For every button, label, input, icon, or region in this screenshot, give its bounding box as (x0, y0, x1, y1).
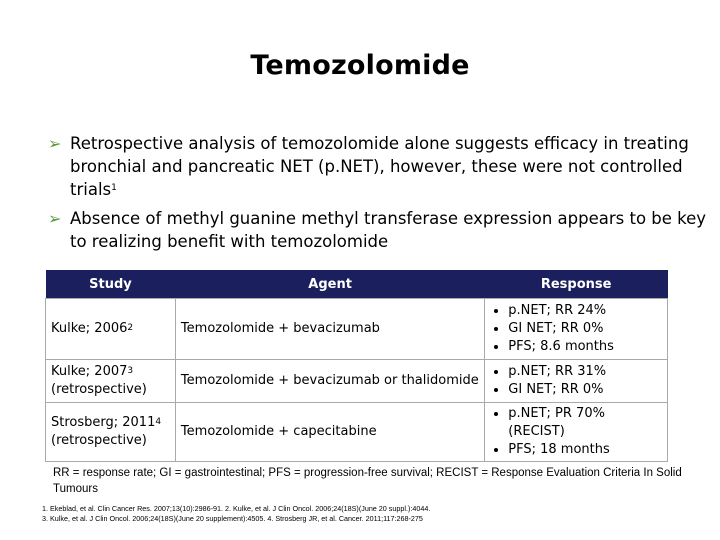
bullet-2 (48, 207, 710, 253)
footnote-ref: 2 (127, 323, 134, 333)
table-row (46, 299, 668, 360)
response-cell (485, 299, 668, 360)
table-header (46, 270, 668, 299)
study-name: Strosberg; 2011 (51, 415, 156, 430)
arrow-bullet-icon: ➢ (48, 134, 62, 153)
footnote-ref: 3 (127, 366, 134, 376)
table-row (46, 360, 668, 403)
bullet-text: Retrospective analysis of temozolomide alone suggests efficacy in treating bronchial and pancreatic NET (p.NET), however, these were not controlled trials (70, 134, 689, 199)
header-agent: Agent (175, 270, 484, 299)
bullet-text: Absence of methyl guanine methyl transferase expression appears to be key to realizing benefit with temozolomide (70, 209, 707, 251)
abbreviations: RR = response rate; GI = gastrointestinal; PFS = progression-free survival; RECIST = Response Evaluation Criteria In Solid Tumours (53, 467, 682, 495)
study-cell (46, 403, 176, 462)
agent-cell: Temozolomide + bevacizumab or thalidomide (175, 360, 484, 403)
footnote-ref: 1 (111, 183, 117, 193)
arrow-bullet-icon: ➢ (48, 209, 62, 228)
slide-title: Temozolomide (250, 50, 470, 81)
studies-table (45, 270, 668, 462)
reference-line: 1. Ekeblad, et al. Clin Cancer Res. 2007;13(10):2986-91. 2. Kulke, et al. J Clin Oncol. 2006;24(18S)(June 20 suppl.):4044. (42, 504, 431, 513)
response-item: • GI NET; RR 0% (508, 320, 662, 338)
response-item: • p.NET; RR 24% (508, 302, 662, 320)
response-item: • GI NET; RR 0% (508, 381, 662, 399)
study-type: (retrospective) (51, 433, 147, 448)
reference-line: 3. Kulke, et al. J Clin Oncol. 2006;24(18S)(June 20 supplement):4505. 4. Strosberg JR, et al. Cancer. 2011;117:268-275 (42, 514, 423, 523)
response-item: • p.NET; PR 70% (RECIST) (508, 405, 662, 441)
table-row (46, 403, 668, 462)
bullet-1 (48, 132, 710, 201)
references (42, 504, 430, 524)
response-item: • p.NET; RR 31% (508, 363, 662, 381)
study-cell (46, 299, 176, 360)
header-response: Response (485, 270, 668, 299)
study-name: Kulke; 2006 (51, 321, 128, 336)
footnote-ref: 4 (155, 417, 162, 427)
study-type: (retrospective) (51, 382, 147, 397)
study-name: Kulke; 2007 (51, 364, 128, 379)
response-item: • PFS; 8.6 months (508, 338, 662, 356)
response-cell (485, 360, 668, 403)
response-item: • PFS; 18 months (508, 441, 662, 459)
header-study: Study (46, 270, 176, 299)
study-cell (46, 360, 176, 403)
agent-cell: Temozolomide + capecitabine (175, 403, 484, 462)
agent-cell: Temozolomide + bevacizumab (175, 299, 484, 360)
response-cell (485, 403, 668, 462)
